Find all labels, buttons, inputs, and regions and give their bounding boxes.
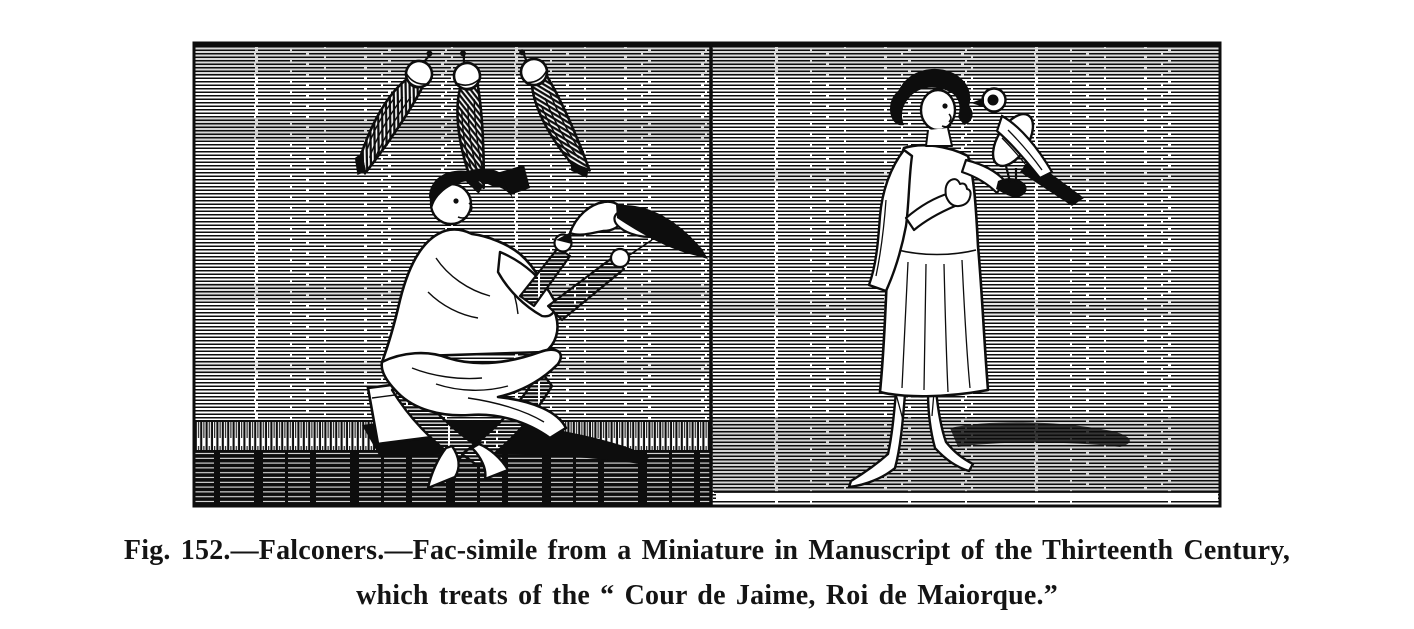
- figure-caption-line-1: Fig. 152.—Falconers.—Fac-simile from a Miniature in Manuscript of the Thirteenth Century,: [123, 535, 1291, 566]
- left-panel-seated-falconer: [194, 42, 710, 506]
- falconer-fist-jesses: [611, 249, 629, 267]
- standing-falconer-face: [921, 90, 955, 130]
- right-panel-standing-falconer: [712, 43, 1220, 506]
- figure-caption-line-2: which treats of the “ Cour de Jaime, Roi de Maiorque.”: [356, 580, 1058, 611]
